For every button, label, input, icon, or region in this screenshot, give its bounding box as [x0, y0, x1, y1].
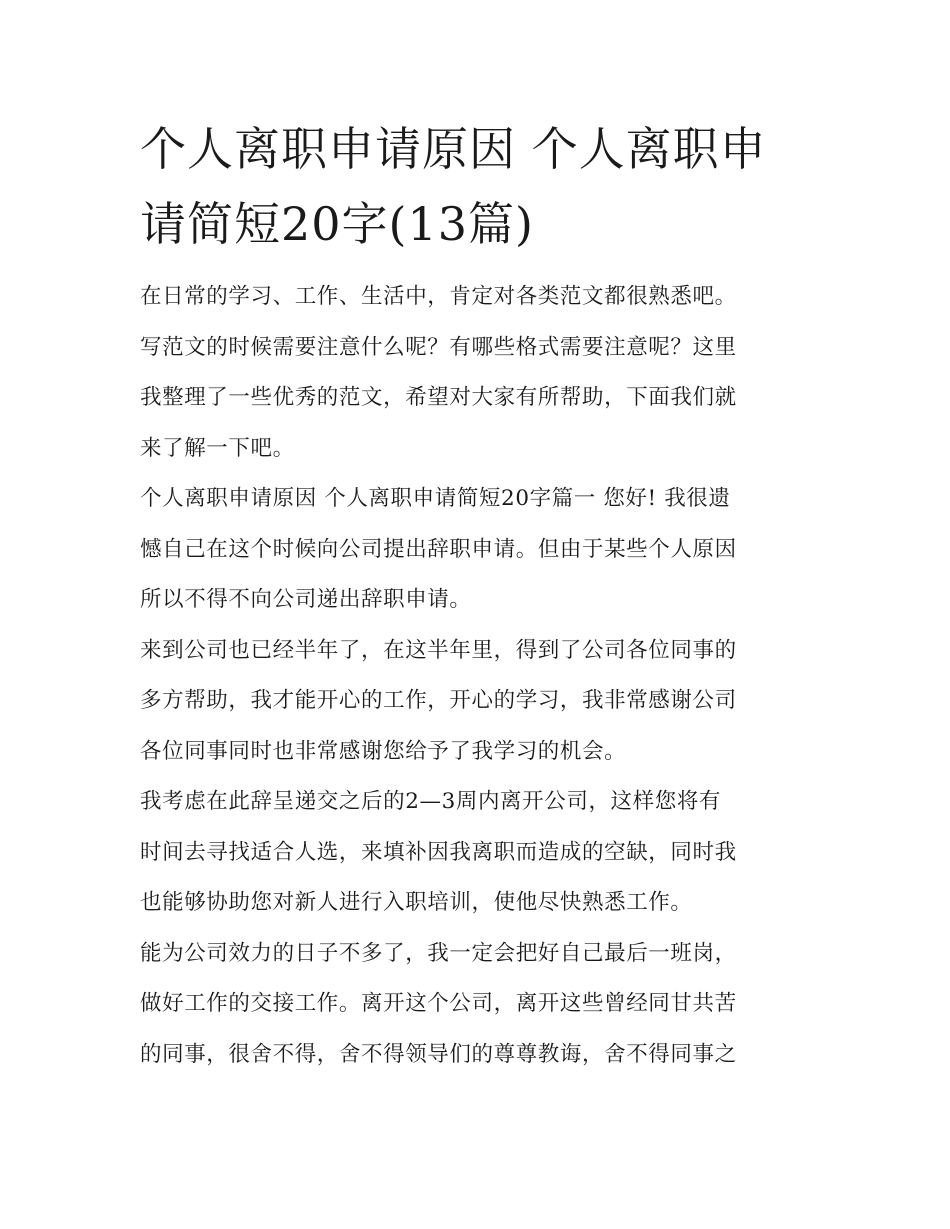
- document-title: [140, 112, 814, 262]
- text-line: 做好工作的交接工作。离开这个公司，离开这些曾经同甘共苦: [140, 991, 737, 1016]
- text-line: 能为公司效力的日子不多了，我一定会把好自己最后一班岗，: [140, 940, 737, 966]
- text-line: 憾自己在这个时候向公司提出辞职申请。但由于某些个人原因: [140, 536, 737, 562]
- paragraph-1: [140, 474, 814, 626]
- document-page: [140, 112, 814, 1080]
- text-line: 来到公司也已经半年了，在这半年里，得到了公司各位同事的: [140, 637, 737, 663]
- text-line: 时间去寻找适合人选，来填补因我离职而造成的空缺，同时我: [140, 839, 737, 865]
- text-line: 多方帮助，我才能开心的工作，开心的学习，我非常感谢公司: [140, 688, 737, 713]
- text-line: 我考虑在此辞呈递交之后的2—3周内离开公司，这样您将有: [140, 789, 722, 814]
- text-line: 个人离职申请原因 个人离职申请简短20字篇一 您好! 我很遗: [140, 486, 731, 511]
- title-line-1: 个人离职申请原因 个人离职申: [140, 122, 767, 176]
- text-line: 在日常的学习、工作、生活中，肯定对各类范文都很熟悉吧。: [140, 284, 737, 309]
- paragraph-3: [140, 777, 814, 929]
- text-line: 各位同事同时也非常感谢您给予了我学习的机会。: [140, 738, 627, 764]
- text-line: 所以不得不向公司递出辞职申请。: [140, 587, 472, 612]
- text-line: 也能够协助您对新人进行入职培训，使他尽快熟悉工作。: [140, 890, 693, 915]
- text-line: 的同事，很舍不得，舍不得领导们的尊尊教诲，舍不得同事之: [140, 1041, 737, 1067]
- text-line: 我整理了一些优秀的范文，希望对大家有所帮助，下面我们就: [140, 385, 737, 410]
- text-line: 来了解一下吧。: [140, 435, 295, 461]
- title-line-2: 请简短20字(13篇): [140, 197, 534, 251]
- paragraph-4: [140, 929, 814, 1081]
- paragraph-2: [140, 626, 814, 778]
- paragraph-intro: [140, 272, 814, 474]
- text-line: 写范文的时候需要注意什么呢？有哪些格式需要注意呢？这里: [140, 334, 737, 360]
